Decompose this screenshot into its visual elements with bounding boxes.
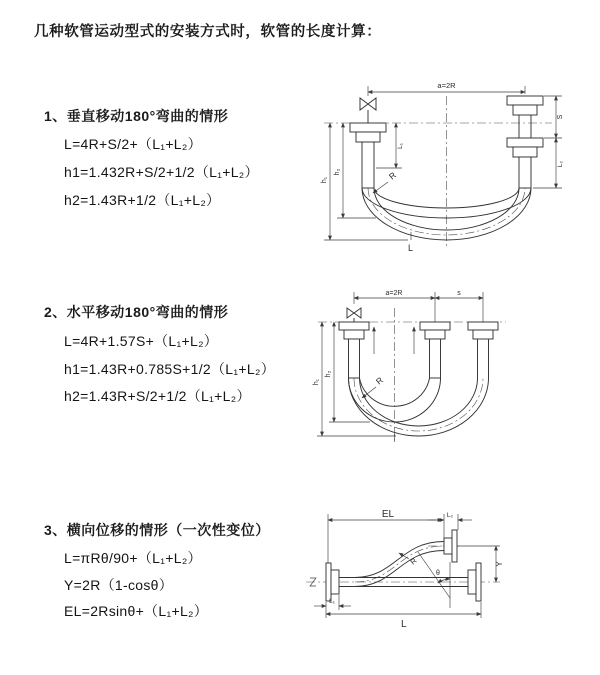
- section-1-formula-h2: h2=1.43R+1/2（L₁+L₂）: [64, 192, 221, 208]
- section-3-formula-EL: EL=2Rsinθ+（L₁+L₂）: [64, 603, 209, 619]
- d1-h1-label: h₁: [321, 176, 328, 184]
- d3-displaced-hose: [355, 542, 444, 587]
- d1-s-label: S: [557, 114, 564, 120]
- d3-l-label: L: [401, 619, 407, 630]
- diagram-lateral-displacement: [300, 506, 598, 654]
- section-2-heading: 2、水平移动180°弯曲的情形: [44, 304, 229, 320]
- section-2-formula-L: L=4R+1.57S+（L₁+L₂）: [64, 333, 219, 349]
- d3-r-label: R: [408, 556, 419, 567]
- d1-r-label: R: [386, 169, 398, 182]
- d2-valve-icon: [347, 308, 361, 322]
- d1-l1-label: L₁: [397, 143, 404, 149]
- d2-hose: [349, 378, 489, 436]
- section-3-formula-L: L=πRθ/90+（L₁+L₂）: [64, 550, 202, 566]
- section-1-formula-h1: h1=1.432R+S/2+1/2（L₁+L₂）: [64, 164, 259, 180]
- d1-right-fitting-upper: [507, 96, 543, 138]
- d3-left-flange: [326, 563, 339, 601]
- d2-dimension-lines: [317, 292, 483, 442]
- d3-l2-label: L₂: [446, 512, 454, 519]
- d1-width-label: a=2R: [437, 81, 456, 90]
- d2-r-label: R: [373, 374, 385, 387]
- d2-right-fitting: [468, 322, 498, 378]
- d1-l-label: L: [408, 243, 414, 253]
- section-2-formula-h1: h1=1.43R+0.785S+1/2（L₁+L₂）: [64, 361, 275, 377]
- diagram-horizontal-180-bend: [310, 286, 595, 448]
- section-1-formula-L: L=4R+S/2+（L₁+L₂）: [64, 136, 202, 152]
- diagram-vertical-180-bend: [312, 76, 590, 256]
- d1-centerlines: [324, 96, 552, 248]
- d1-h2-label: h₂: [334, 168, 341, 176]
- d3-dimension-lines: [314, 514, 500, 618]
- d2-left-fitting: [339, 322, 369, 378]
- d2-h1-label: h₁: [313, 378, 320, 386]
- d1-left-fitting: [350, 123, 386, 188]
- section-1-heading: 1、垂直移动180°弯曲的情形: [44, 108, 229, 124]
- d1-right-fitting-lower: [507, 138, 543, 188]
- d2-middle-fitting: [420, 322, 450, 378]
- d3-y-label: Y: [495, 561, 504, 567]
- section-3-heading: 3、横向位移的情形（一次性变位）: [44, 522, 270, 538]
- d2-h2-label: h₂: [325, 370, 332, 378]
- d3-el-label: EL: [381, 509, 395, 520]
- section-2-formula-h2: h2=1.43R+S/2+1/2（L₁+L₂）: [64, 388, 251, 404]
- d2-s-label: s: [457, 290, 461, 297]
- d3-l1-label: L₁: [329, 598, 335, 605]
- page-title: 几种软管运动型式的安装方式时，软管的长度计算：: [34, 24, 382, 40]
- d3-displaced-flange: [444, 530, 457, 562]
- d3-inline-flange: [468, 563, 481, 601]
- d3-theta-label: θ: [436, 570, 440, 577]
- d1-valve-icon: [360, 98, 376, 123]
- d2-width-label: a=2R: [385, 290, 403, 297]
- d1-l2-label: L₂: [557, 160, 564, 168]
- section-3-formula-Y: Y=2R（1-cosθ）: [64, 577, 174, 593]
